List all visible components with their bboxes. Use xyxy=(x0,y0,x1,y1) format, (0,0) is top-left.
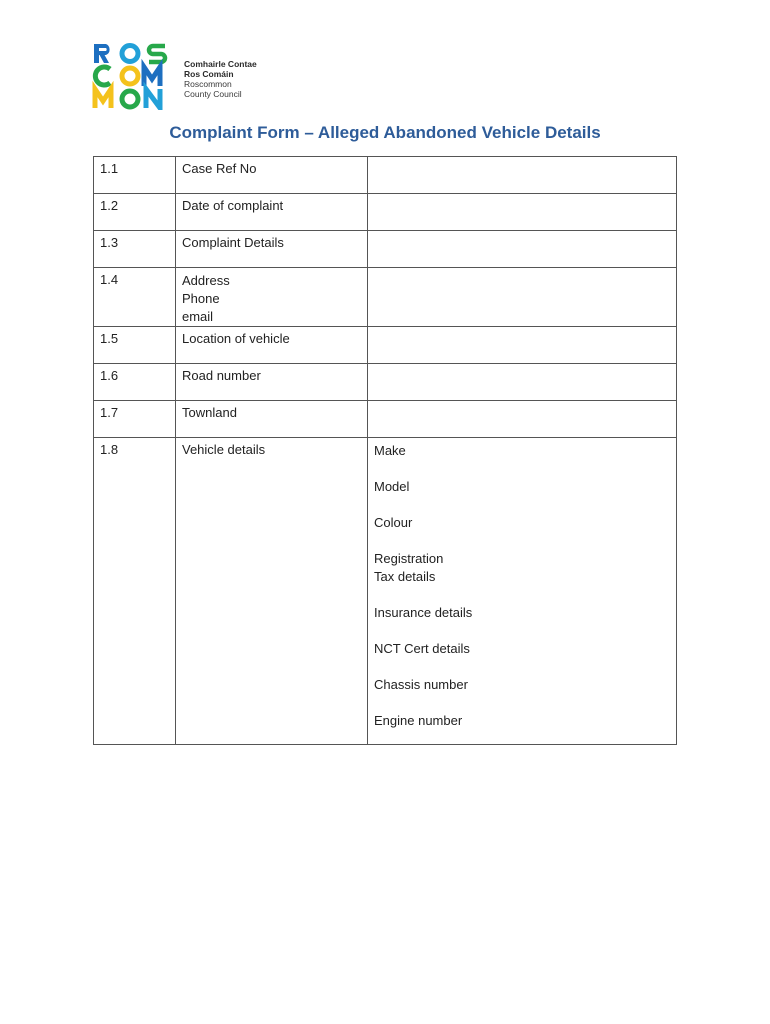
council-name-line: Roscommon xyxy=(184,79,232,89)
row-label: Townland xyxy=(176,401,368,438)
table-row xyxy=(94,194,677,231)
row-label: Location of vehicle xyxy=(176,327,368,364)
table-row xyxy=(94,364,677,401)
council-name-line: Ros Comáin xyxy=(184,69,234,79)
label-line: email xyxy=(182,309,214,324)
row-number: 1.5 xyxy=(94,327,176,364)
case-ref-input-cell[interactable] xyxy=(368,157,677,194)
vehicle-detail-insurance: Insurance details xyxy=(374,605,473,620)
table-row xyxy=(94,438,677,745)
label-line: Phone xyxy=(182,291,220,306)
vehicle-detail-make: Make xyxy=(374,443,406,458)
townland-input-cell[interactable] xyxy=(368,401,677,438)
vehicle-details-cell[interactable] xyxy=(368,438,677,745)
row-number: 1.1 xyxy=(94,157,176,194)
council-name xyxy=(184,59,257,99)
form-title: Complaint Form – Alleged Abandoned Vehicle Details xyxy=(169,123,601,142)
vehicle-detail-chassis: Chassis number xyxy=(374,677,468,692)
complaint-details-input-cell[interactable] xyxy=(368,231,677,268)
date-of-complaint-input-cell[interactable] xyxy=(368,194,677,231)
vehicle-detail-registration: Registration xyxy=(374,551,444,566)
location-input-cell[interactable] xyxy=(368,327,677,364)
table-row xyxy=(94,157,677,194)
roscommon-logo-mark xyxy=(92,42,174,110)
address-input-cell[interactable] xyxy=(368,268,677,327)
row-label: Vehicle details xyxy=(176,438,368,745)
row-number: 1.4 xyxy=(94,268,176,327)
vehicle-detail-tax: Tax details xyxy=(374,569,436,584)
table-row xyxy=(94,401,677,438)
vehicle-detail-nct: NCT Cert details xyxy=(374,641,470,656)
table-row xyxy=(94,268,677,327)
row-number: 1.6 xyxy=(94,364,176,401)
row-number: 1.3 xyxy=(94,231,176,268)
road-number-input-cell[interactable] xyxy=(368,364,677,401)
row-label xyxy=(176,268,368,327)
council-name-line: Comhairle Contae xyxy=(184,59,257,69)
vehicle-detail-colour: Colour xyxy=(374,515,413,530)
table-row xyxy=(94,231,677,268)
complaint-form-table xyxy=(93,156,677,745)
row-label: Complaint Details xyxy=(176,231,368,268)
vehicle-detail-model: Model xyxy=(374,479,410,494)
row-number: 1.2 xyxy=(94,194,176,231)
row-label: Case Ref No xyxy=(176,157,368,194)
row-number: 1.8 xyxy=(94,438,176,745)
vehicle-detail-engine: Engine number xyxy=(374,713,463,728)
roscommon-logo xyxy=(92,42,292,112)
row-label: Road number xyxy=(176,364,368,401)
table-row xyxy=(94,327,677,364)
row-label: Date of complaint xyxy=(176,194,368,231)
council-name-line: County Council xyxy=(184,89,242,99)
row-number: 1.7 xyxy=(94,401,176,438)
label-line: Address xyxy=(182,273,230,288)
